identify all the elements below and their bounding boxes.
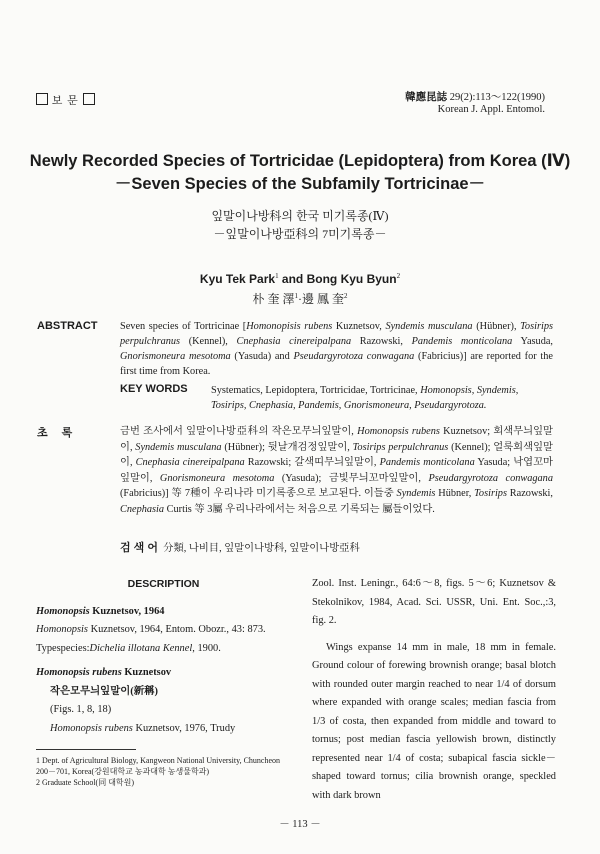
species-reference: Homonopsis rubens Kuznetsov, 1976, Trudy — [50, 722, 236, 734]
abstract-text: Seven species of Tortricinae [Homonopisis rubens Kuznetsov, Syndemis musculana (Hübner), Tosirips perpulchranus (Kennel), Cnephasia cinereipalpana Razowski, Pandemis monticolana Yasuda, Gnorismoneura mesotoma (Yasuda) and Pseudargyrotoza conwagana (Fabricius)] are reported for the first time from Korea. — [120, 321, 553, 377]
box-icon — [36, 93, 48, 105]
reference-continuation: Zool. Inst. Leningr., 64:6～8, figs. 5～6; Kuznetsov & Stekolnikov, 1984, Acad. Sci. USSR, Uni. Ent. Soc.,:3, fig. 2. — [312, 578, 556, 626]
keywords-text: Systematics, Lepidoptera, Tortricidae, Tortricinae, Homonopsis, Syndemis, Tosirips, Cnephasia, Pandemis, Gnorismoneura, Pseudargyrotoza. — [211, 385, 519, 411]
box-icon — [83, 93, 95, 105]
type-species: Typespecies:Dichelia illotana Kennel, 1900. — [36, 642, 221, 654]
article-type-label: 보 문 — [36, 92, 95, 108]
right-column — [312, 575, 556, 805]
footnote-divider — [36, 749, 136, 750]
keywords-label: KEY WORDS — [120, 383, 188, 395]
description-paragraph: Wings expanse 14 mm in male, 18 mm in female. Ground colour of forewing brownish orange; basal blotch with rounded outer margin reached to near 1/4 of dorsum where expanded with orange scales; median fascia from 1/3 of costa, then expanded from middle and toward to tornus; post median fascia yellowish brown, distinctly represented near 1/4 of costa; subapical fascia sickle－shaped toward tornus; cilia brownish orange, speckled with dark brown — [312, 641, 556, 801]
korean-abstract-label: 초록 — [37, 427, 87, 439]
page-number: － 113 － — [279, 819, 321, 830]
korean-keywords: 검 색 어 分類, 나비目, 잎말이나방科, 잎말이나방亞科 — [120, 542, 360, 554]
footnotes: 1 Dept. of Agricultural Biology, Kangweon National University, Chuncheon 200－701, Korea(강원대학교 농과대학 농생물학과) 2 Graduate School(同 대학원) — [36, 756, 281, 787]
korean-title: 잎말이나방科의 한국 미기록종(Ⅳ) －잎말이나방亞科의 7미기록종－ — [211, 209, 389, 241]
section-heading: DESCRIPTION — [127, 578, 200, 590]
species-heading: Homonopsis rubens Kuznetsov — [36, 667, 172, 678]
genus-heading: Homonopsis Kuznetsov, 1964 — [36, 605, 165, 617]
authors: Kyu Tek Park$^1$ and Bong Kyu Byun$^2$ 朴 奎 澤$^1$·邊 鳳 奎$^2$ — [199, 272, 401, 306]
korean-abstract-text: 금번 조사에서 잎말이나방亞科의 작은모무늬잎말이, Homonopsis rubens Kuznetsov; 회색무늬잎말이, Syndemis musculana (Hübner); 뒷날개검정잎말이, Tosirips perpulchranus (Kennel); 얼룩회색잎말이, Cnephasia cinereipalpana Razowski; 갈색띠무늬잎말이, Pandemis monticolana Yasuda; 낙엽꼬마잎말이, Gnorismoneura mesotoma (Yasuda); 금빛무늬꼬마잎말이, Pseudargyrotoza conwagana (Fabricius)] 等 7種이 우리나라 미기록종으로 보고된다. 이들중 Syndemis Hübner, Tosirips Razowski, Cnephasia Curtis 等 3屬 우리나라에서는 처음으로 기록되는 屬들이었다. — [120, 426, 554, 515]
paper-title: Newly Recorded Species of Tortricidae (Lepidoptera) from Korea (Ⅳ) －Seven Species of the Subfamily Tortricinae－ — [29, 152, 571, 193]
genus-reference: Homonopsis Kuznetsov, 1964, Entom. Obozr., 43: 873. — [36, 624, 266, 635]
left-column — [36, 575, 291, 738]
species-korean-name: 작은모무늬잎말이(新稱) — [50, 685, 158, 697]
journal-citation: 韓應昆誌 29(2):113～122(1990) Korean J. Appl. Entomol. — [405, 92, 545, 115]
abstract-label: ABSTRACT — [37, 320, 98, 332]
figure-reference: (Figs. 1, 8, 18) — [50, 704, 112, 715]
